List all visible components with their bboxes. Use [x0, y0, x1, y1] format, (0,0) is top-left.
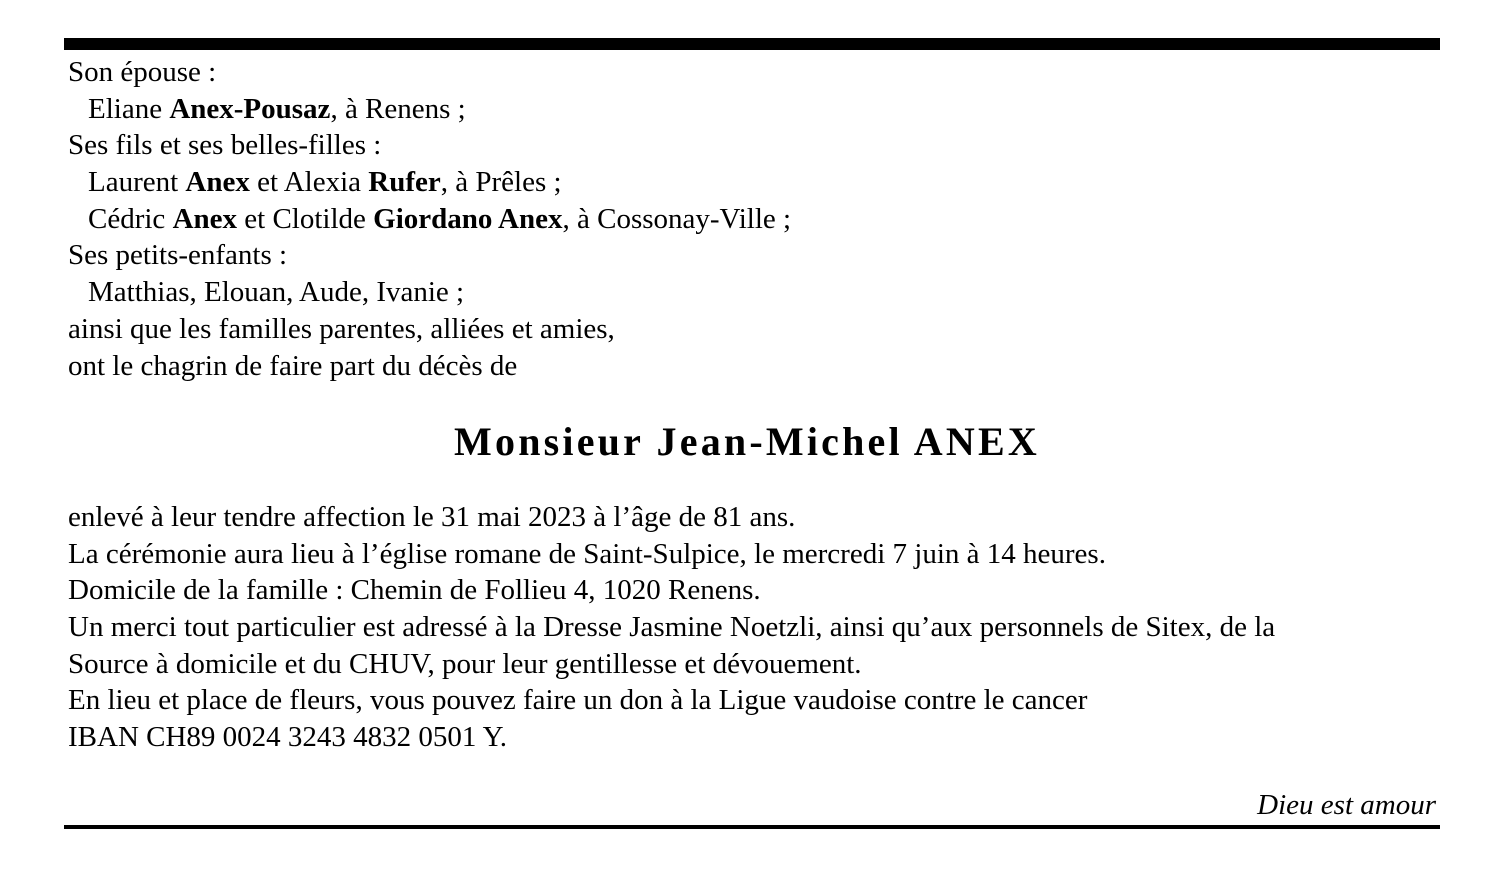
spouse-surname: Anex-Pousaz [169, 92, 331, 125]
family-list [68, 54, 791, 384]
detail-line: La cérémonie aura lieu à l’église romane de Saint-Sulpice, le mercredi 7 juin à 14 heures. [68, 537, 1106, 570]
son-first-name: Cédric [88, 202, 173, 235]
son-line-2 [68, 201, 791, 238]
grandchildren-heading: Ses petits-enfants : [68, 239, 288, 272]
announcement-line: ont le chagrin de faire part du décès de [68, 349, 518, 382]
partner-surname: Giordano Anex [373, 202, 563, 235]
spouse-line [68, 91, 791, 128]
bottom-rule [64, 825, 1440, 829]
deceased-name: Monsieur Jean-Michel ANEX [454, 419, 1040, 464]
spouse-heading: Son épouse : [68, 56, 217, 88]
detail-line: Domicile de la famille : Chemin de Follieu 4, 1020 Renens. [68, 574, 761, 607]
son-place: , à Prêles ; [440, 166, 562, 199]
detail-line: enlevé à leur tendre affection le 31 mai 2023 à l’âge de 81 ans. [68, 501, 796, 533]
son-place: , à Cossonay-Ville ; [562, 202, 792, 235]
details-block [68, 499, 1275, 756]
partner-surname: Rufer [368, 166, 441, 199]
grandchildren-names: Matthias, Elouan, Aude, Ivanie ; [88, 276, 465, 309]
son-first-name: Laurent [88, 166, 186, 199]
son-surname: Anex [185, 166, 250, 199]
son-line-1 [68, 164, 791, 201]
relatives-line: ainsi que les familles parentes, alliées et amies, [68, 312, 615, 345]
detail-line: IBAN CH89 0024 3243 4832 0501 Y. [68, 721, 508, 754]
detail-line: Source à domicile et du CHUV, pour leur gentillesse et dévouement. [68, 647, 862, 680]
partner-first-name: et Alexia [249, 166, 369, 199]
detail-line: Un merci tout particulier est adressé à la Dresse Jasmine Noetzli, ainsi qu’aux personnels de Sitex, de la [68, 611, 1276, 644]
sons-heading: Ses fils et ses belles-filles : [68, 129, 382, 162]
top-rule [64, 38, 1440, 50]
spouse-place: , à Renens ; [330, 92, 466, 125]
detail-line: En lieu et place de fleurs, vous pouvez faire un don à la Ligue vaudoise contre le cancer [68, 684, 1088, 717]
son-surname: Anex [172, 202, 238, 235]
motto: Dieu est amour [1257, 789, 1436, 821]
partner-first-name: et Clotilde [237, 202, 374, 235]
spouse-first-name: Eliane [88, 92, 170, 125]
